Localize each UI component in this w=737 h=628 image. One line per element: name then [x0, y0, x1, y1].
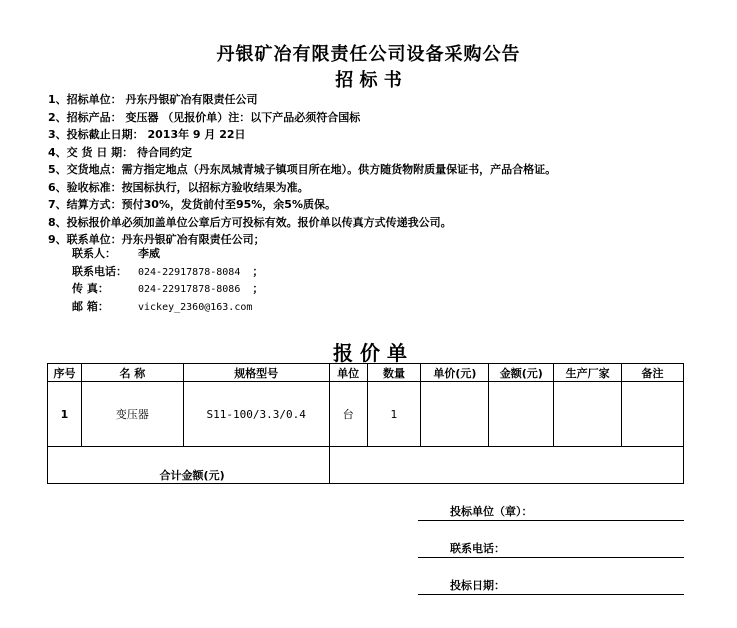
- signature-phone-line[interactable]: [418, 537, 684, 558]
- quote-total-row: [48, 447, 684, 484]
- item-quote-validity: 8、投标报价单必须加盖单位公章后方可投标有效。报价单以传真方式传递我公司。: [48, 215, 452, 229]
- contact-fax-semicolon: ；: [252, 282, 264, 295]
- table-row: [48, 382, 684, 447]
- item-contact-unit: 9、联系单位：丹东丹银矿冶有限责任公司；: [48, 233, 265, 246]
- item-delivery-date: 4、交 货 日 期： 待合同约定: [48, 145, 192, 159]
- item-delivery-place: 5、交货地点：需方指定地点（丹东凤城青城子镇项目所在地）。供方随货物附质量保证书，产品合格证。: [48, 163, 557, 176]
- header-quantity: 数量: [367, 364, 421, 382]
- cell-index: 1: [48, 382, 82, 447]
- cell-remarks[interactable]: [622, 382, 684, 447]
- cell-amount[interactable]: [489, 382, 554, 447]
- quote-title: 报 价 单: [333, 341, 407, 365]
- header-index: 序号: [48, 364, 82, 382]
- item-deadline: 3、投标截止日期： 2013年 9 月 22日: [48, 128, 246, 141]
- item-bidding-unit: 1、招标单位： 丹东丹银矿冶有限责任公司: [48, 93, 258, 106]
- item-acceptance: 6、验收标准：按国标执行，以招标方验收结果为准。: [48, 180, 309, 194]
- total-value[interactable]: [329, 447, 683, 484]
- contact-fax: 024-22917878-8086: [138, 284, 241, 295]
- document-title: 丹银矿冶有限责任公司设备采购公告: [216, 44, 521, 65]
- contact-phone-semicolon: ；: [252, 264, 264, 278]
- header-remarks: 备注: [622, 364, 684, 382]
- contact-person-label: 联系人：: [72, 247, 116, 260]
- signature-bidder-label: 投标单位（章）：: [450, 505, 533, 518]
- signature-bidder-line[interactable]: [418, 500, 684, 521]
- total-label-cell: [48, 447, 330, 484]
- header-name: 名 称: [81, 364, 183, 382]
- cell-name: 变压器: [81, 382, 183, 447]
- contact-fax-row: [72, 280, 263, 298]
- contact-fax-label: 传 真：: [72, 282, 109, 295]
- header-spec: 规格型号: [183, 364, 329, 382]
- quote-table: [47, 363, 684, 484]
- signature-phone-label: 联系电话：: [450, 542, 505, 555]
- header-amount: 金额(元): [489, 364, 554, 382]
- contact-phone-label: 联系电话：: [72, 264, 127, 278]
- contact-email-label: 邮 箱：: [72, 299, 109, 313]
- contact-email-row: [72, 298, 263, 316]
- contact-person: 李威: [138, 247, 160, 260]
- cell-manufacturer[interactable]: [554, 382, 622, 447]
- contact-phone-row: [72, 263, 263, 281]
- header-unit: 单位: [329, 364, 367, 382]
- signature-date-label: 投标日期：: [450, 579, 505, 592]
- header-unit-price: 单价(元): [421, 364, 489, 382]
- contact-block: [72, 245, 263, 315]
- header-manufacturer: 生产厂家: [554, 364, 622, 382]
- announcement-items: [48, 91, 556, 249]
- item-product: 2、招标产品： 变压器 （见报价单）注：以下产品必须符合国标: [48, 110, 361, 124]
- cell-unit-price[interactable]: [421, 382, 489, 447]
- signature-date-line[interactable]: [418, 574, 684, 595]
- contact-email: vickey_2360@163.com: [138, 301, 253, 313]
- cell-quantity: 1: [367, 382, 421, 447]
- cell-spec: S11-100/3.3/0.4: [183, 382, 329, 447]
- document-subtitle: 招 标 书: [335, 70, 402, 91]
- quote-header-row: [48, 364, 684, 382]
- contact-person-row: [72, 245, 263, 263]
- contact-phone: 024-22917878-8084: [138, 266, 241, 278]
- cell-unit: 台: [329, 382, 367, 447]
- total-label: 合计金额(元): [159, 469, 225, 482]
- item-payment: 7、结算方式：预付30%，发货前付至95%，余5%质保。: [48, 198, 336, 211]
